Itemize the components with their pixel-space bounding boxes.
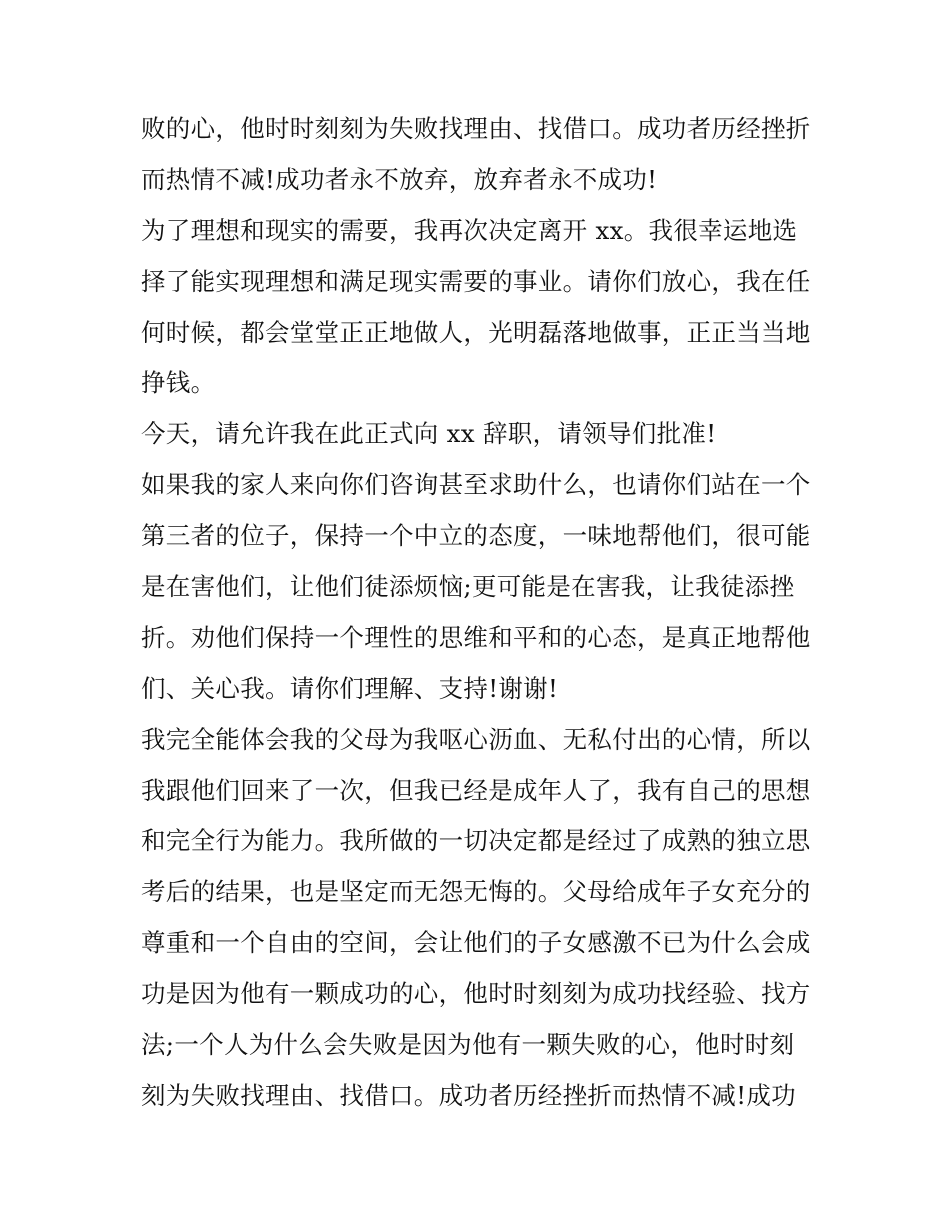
text-line: 功是因为他有一颗成功的心，他时时刻刻为成功找经验、找方 — [141, 979, 811, 1009]
text-line: 我完全能体会我的父母为我呕心沥血、无私付出的心情，所以 — [141, 724, 811, 754]
text-line: 第三者的位子，保持一个中立的态度，一味地帮他们，很可能 — [141, 521, 811, 551]
text-line: 法;一个人为什么会失败是因为他有一颗失败的心，他时时刻 — [141, 1030, 795, 1060]
text-line: 为了理想和现实的需要，我再次决定离开 xx。我很幸运地选 — [141, 215, 798, 245]
text-line: 折。劝他们保持一个理性的思维和平和的心态，是真正地帮他 — [141, 622, 811, 652]
text-line: 和完全行为能力。我所做的一切决定都是经过了成熟的独立思 — [141, 826, 811, 856]
body-text — [141, 104, 813, 1122]
text-line: 们、关心我。请你们理解、支持!谢谢! — [141, 673, 559, 703]
text-line: 是在害他们，让他们徒添烦恼;更可能是在害我，让我徒添挫 — [141, 572, 795, 602]
text-line: 如果我的家人来向你们咨询甚至求助什么，也请你们站在一个 — [141, 470, 811, 500]
text-line: 何时候，都会堂堂正正地做人，光明磊落地做事，正正当当地 — [141, 317, 811, 347]
text-line: 尊重和一个自由的空间，会让他们的子女感激不已为什么会成 — [141, 928, 811, 958]
text-line: 败的心，他时时刻刻为失败找理由、找借口。成功者历经挫折 — [141, 114, 811, 143]
text-line: 考后的结果，也是坚定而无怨无悔的。父母给成年子女充分的 — [141, 877, 811, 907]
text-line: 今天，请允许我在此正式向 xx 辞职，请领导们批准! — [141, 419, 717, 449]
text-line: 挣钱。 — [141, 368, 216, 398]
text-line: 而热情不减!成功者永不放弃，放弃者永不成功! — [141, 164, 658, 194]
text-line: 我跟他们回来了一次，但我已经是成年人了，我有自己的思想 — [141, 775, 811, 805]
text-line: 择了能实现理想和满足现实需要的事业。请你们放心，我在任 — [141, 266, 811, 296]
text-line: 刻为失败找理由、找借口。成功者历经挫折而热情不减!成功 — [141, 1080, 796, 1110]
